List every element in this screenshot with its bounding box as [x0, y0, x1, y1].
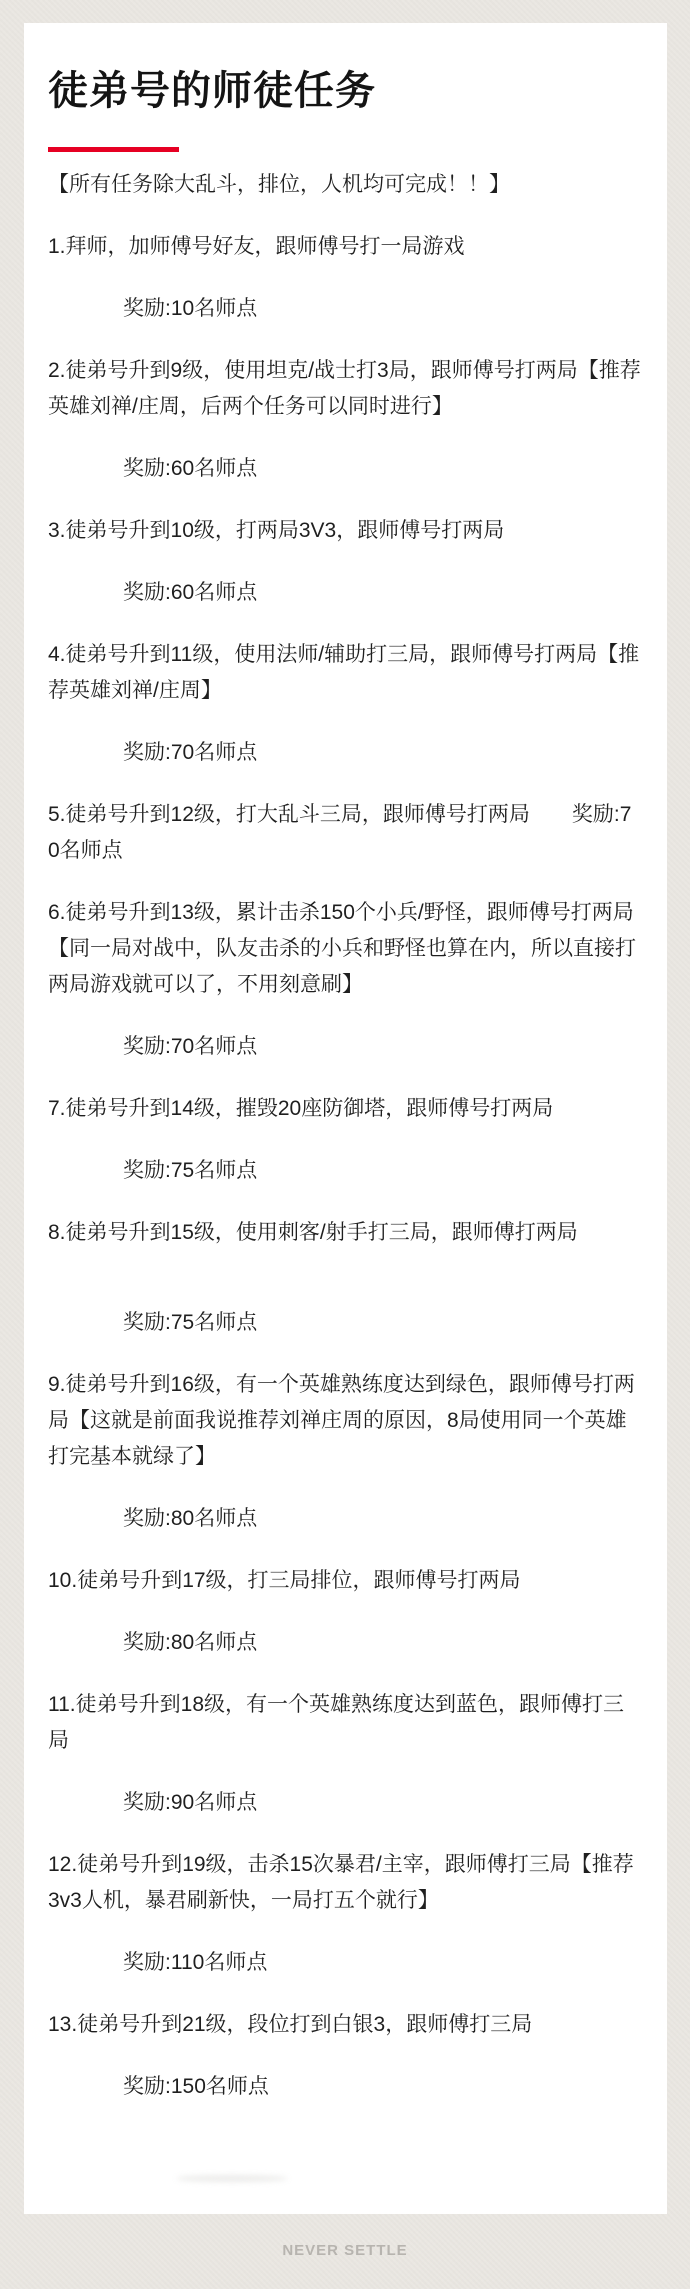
reward-text: 奖励:75名师点	[123, 1311, 258, 1334]
title-underline	[48, 147, 179, 152]
reward-text: 奖励:110名师点	[123, 1951, 268, 1974]
reward-text: 奖励:80名师点	[123, 1507, 258, 1530]
task-text: 2.徒弟号升到9级，使用坦克/战士打3局，跟师傅号打两局【推荐英雄刘禅/庄周，后两个任务可以同时进行】	[48, 359, 641, 418]
task-list	[48, 229, 642, 2105]
task-text: 11.徒弟号升到18级，有一个英雄熟练度达到蓝色，跟师傅打三局	[48, 1693, 624, 1752]
reward-text: 奖励:75名师点	[123, 1159, 258, 1182]
reward-text: 奖励:80名师点	[123, 1631, 258, 1654]
task-text: 10.徒弟号升到17级，打三局排位，跟师傅号打两局	[48, 1569, 521, 1592]
task-text: 1.拜师，加师傅号好友，跟师傅号打一局游戏	[48, 235, 465, 258]
reward-text: 奖励:70名师点	[123, 1035, 258, 1058]
intro-note: 【所有任务除大乱斗，排位，人机均可完成！！】	[48, 173, 510, 196]
task-text: 3.徒弟号升到10级，打两局3V3，跟师傅号打两局	[48, 519, 505, 542]
reward-text: 奖励:10名师点	[123, 297, 258, 320]
task-text: 6.徒弟号升到13级，累计击杀150个小兵/野怪，跟师傅号打两局【同一局对战中，队友击杀的小兵和野怪也算在内，所以直接打两局游戏就可以了，不用刻意刷】	[48, 901, 636, 996]
reward-text: 奖励:60名师点	[123, 581, 258, 604]
task-text: 12.徒弟号升到19级，击杀15次暴君/主宰，跟师傅打三局【推荐3v3人机，暴君刷新快，一局打五个就行】	[48, 1853, 634, 1912]
task-text: 8.徒弟号升到15级，使用刺客/射手打三局，跟师傅打两局	[48, 1221, 578, 1244]
task-text: 9.徒弟号升到16级，有一个英雄熟练度达到绿色，跟师傅号打两局【这就是前面我说推荐刘禅庄周的原因，8局使用同一个英雄打完基本就绿了】	[48, 1373, 635, 1468]
content-card	[24, 23, 667, 2214]
task-text: 5.徒弟号升到12级，打大乱斗三局，跟师傅号打两局 奖励:70名师点	[48, 803, 632, 862]
reward-text: 奖励:150名师点	[123, 2075, 269, 2098]
smudge-mark	[176, 2175, 288, 2182]
task-text: 7.徒弟号升到14级，摧毁20座防御塔，跟师傅号打两局	[48, 1097, 554, 1120]
task-text: 13.徒弟号升到21级，段位打到白银3，跟师傅打三局	[48, 2013, 533, 2036]
reward-text: 奖励:90名师点	[123, 1791, 258, 1814]
footer-watermark: NEVER SETTLE	[282, 2242, 408, 2259]
reward-text: 奖励:60名师点	[123, 457, 258, 480]
task-text: 4.徒弟号升到11级，使用法师/辅助打三局，跟师傅号打两局【推荐英雄刘禅/庄周】	[48, 643, 640, 702]
page-title: 徒弟号的师徒任务	[48, 69, 376, 113]
reward-text: 奖励:70名师点	[123, 741, 258, 764]
